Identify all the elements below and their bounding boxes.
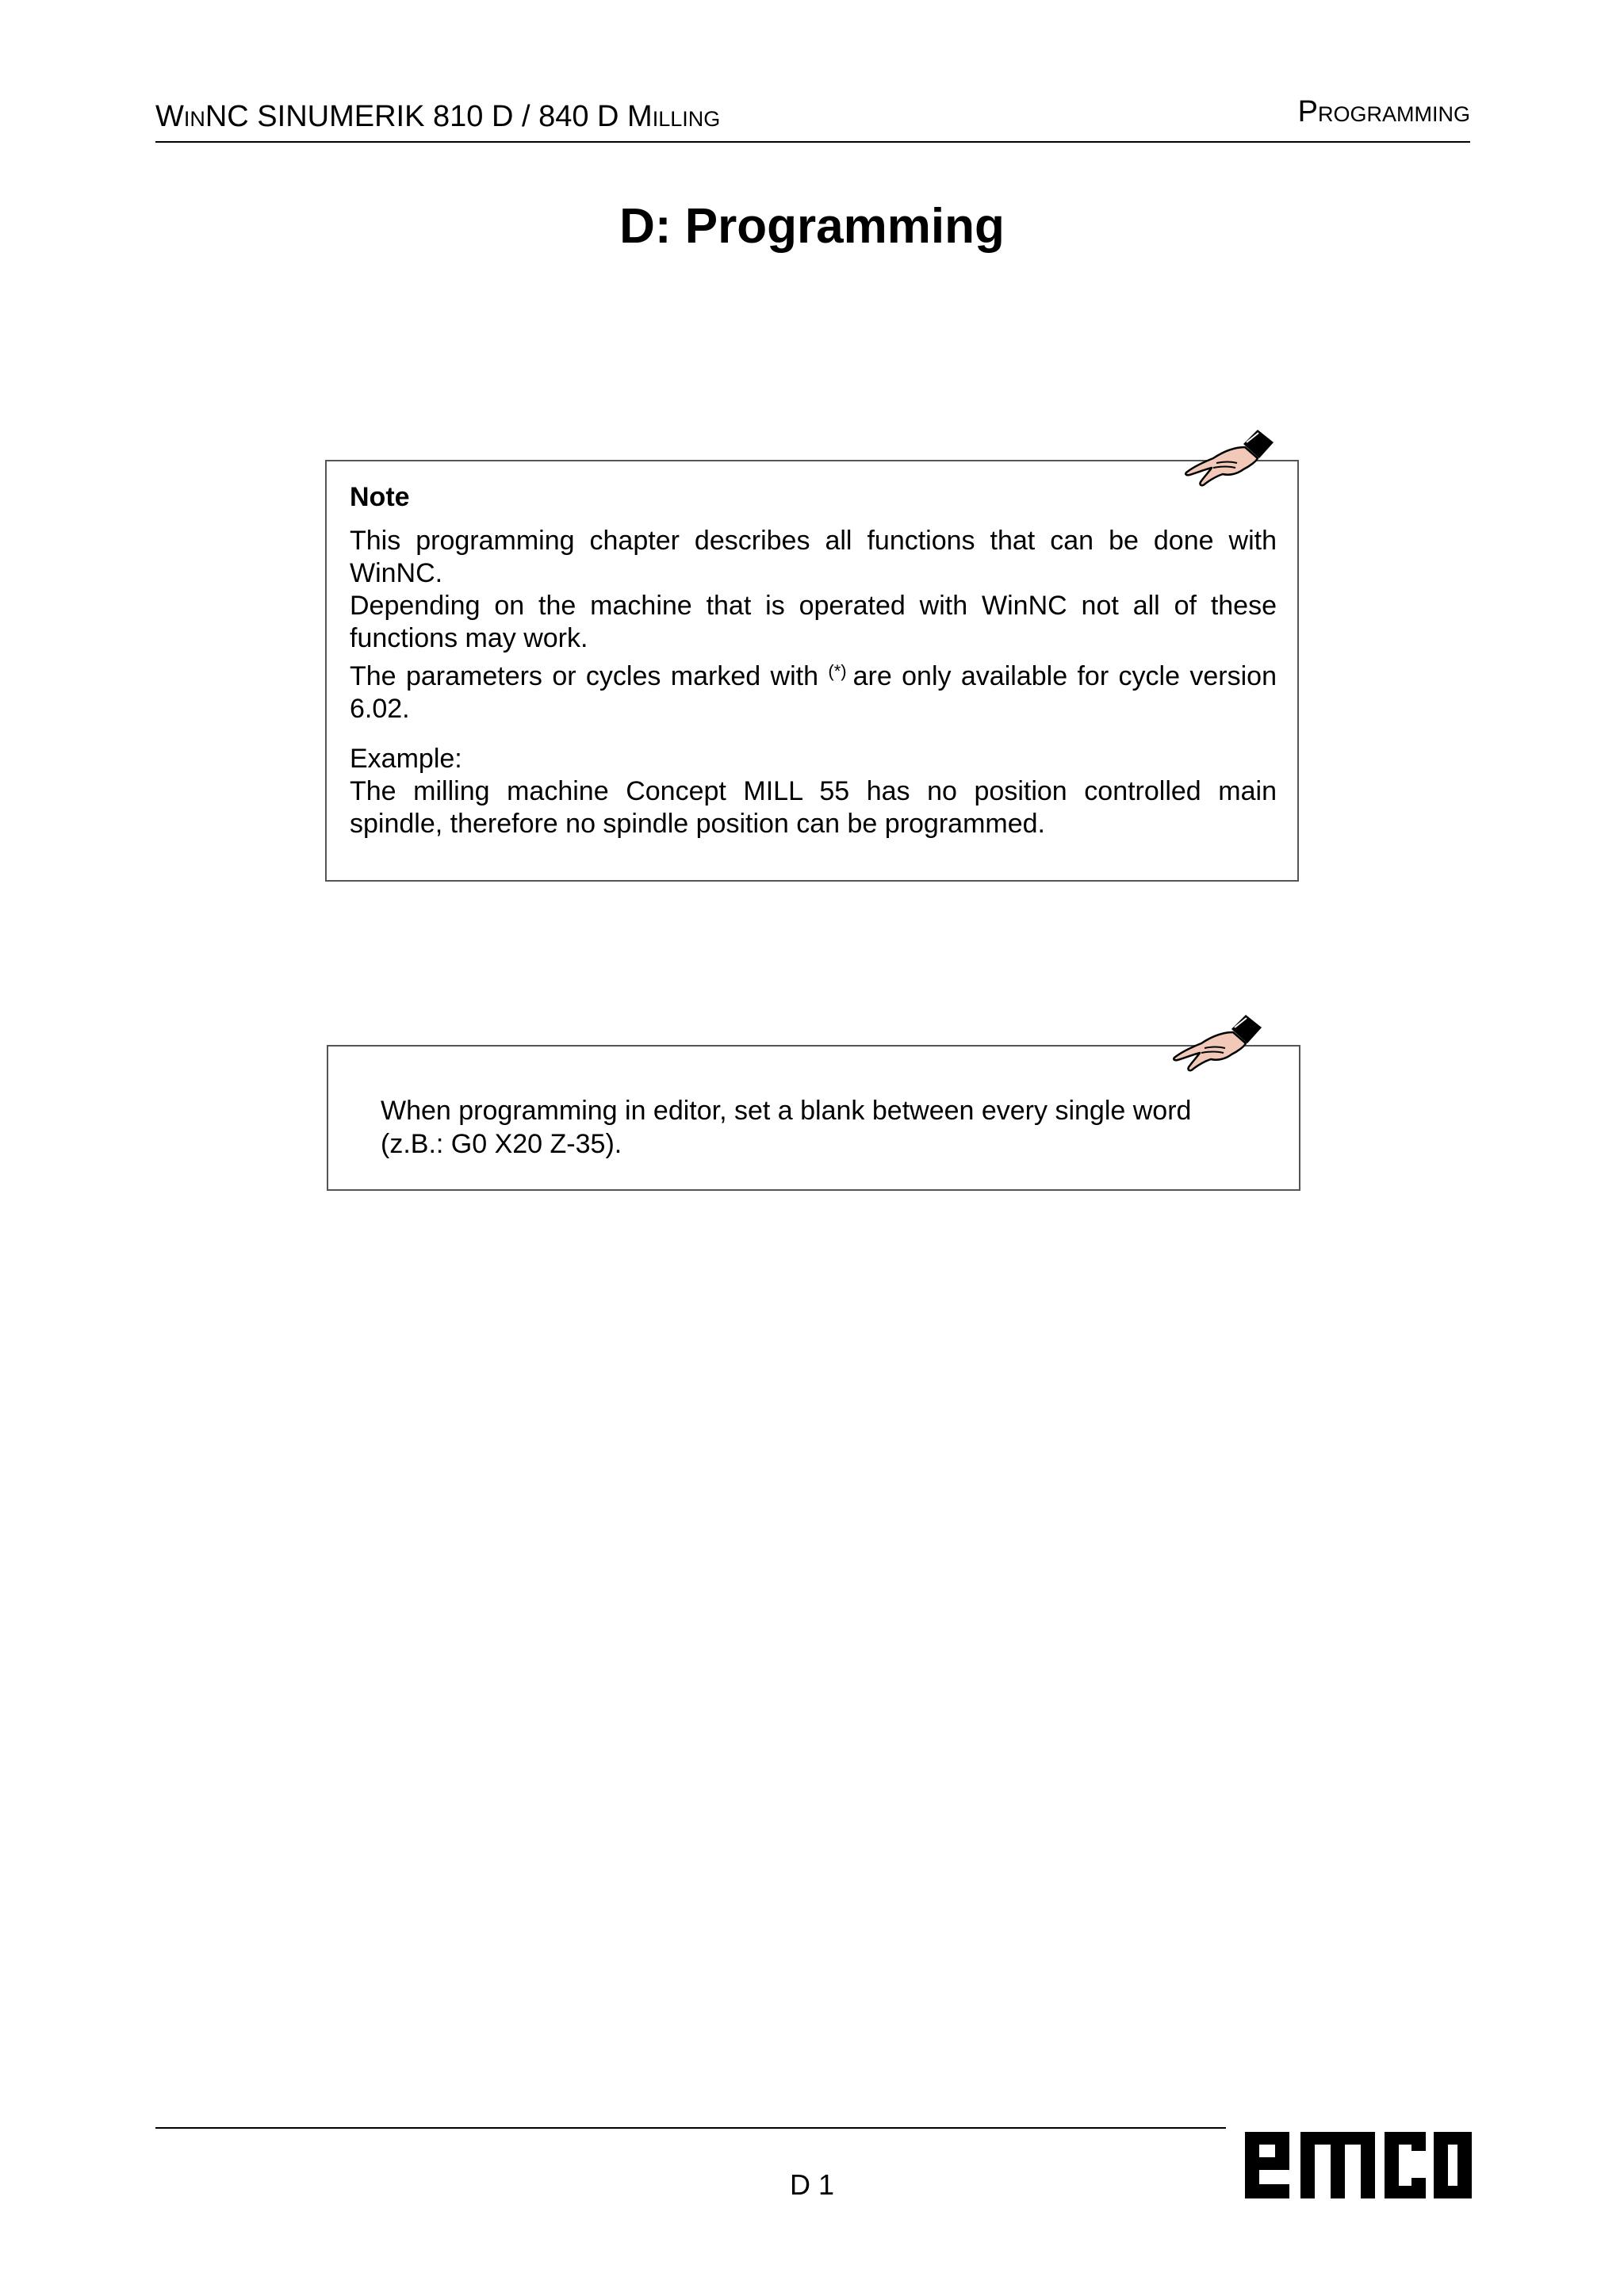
page-number: D 1	[789, 2168, 835, 2201]
note-text-line: (z.B.: G0 X20 Z-35).	[381, 1129, 622, 1159]
header-divider	[155, 141, 1470, 143]
pointing-hand-icon	[1182, 427, 1277, 490]
note-box	[327, 1045, 1300, 1191]
note-text-fragment: The parameters or cycles marked with	[350, 661, 818, 691]
note-heading: Note	[350, 482, 410, 512]
note-text-line: Depending on the machine that is operated with WinNC not all of these functions may work.	[350, 591, 1277, 653]
example-text: The milling machine Concept MILL 55 has no position controlled main spindle, therefore no spindle position can be programmed.	[350, 776, 1277, 839]
note-box	[325, 460, 1299, 882]
emco-logo	[1245, 2126, 1472, 2202]
note-text-line	[350, 655, 1277, 725]
chapter-title: D: Programming	[619, 199, 1005, 254]
note-text-fragment: are only available for cycle version 6.02.	[350, 661, 1277, 724]
footer-divider	[155, 2127, 1226, 2129]
pointing-hand-icon	[1170, 1012, 1265, 1075]
note-text-line: This programming chapter describes all functions that can be done with WinNC.	[350, 526, 1277, 588]
cycle-version-marker: (*)	[828, 661, 847, 681]
example-label: Example:	[350, 744, 462, 774]
header-section: Programming	[1297, 95, 1470, 128]
note-text-line: When programming in editor, set a blank between every single word	[381, 1096, 1192, 1126]
header-title: WinNC SINUMERIK 810 D / 840 D Milling	[155, 100, 721, 133]
